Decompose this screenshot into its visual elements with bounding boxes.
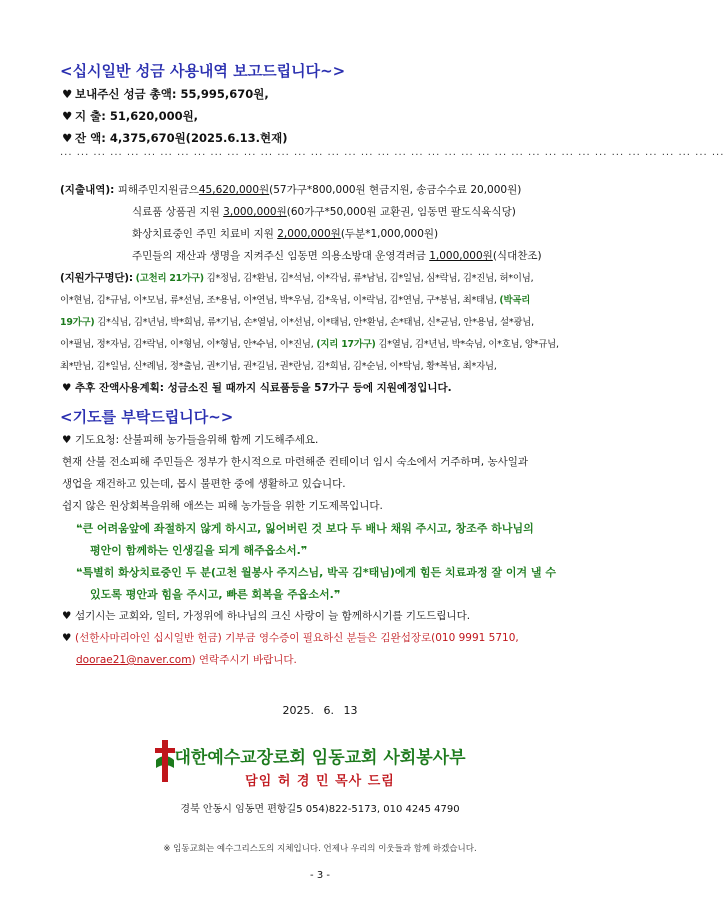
expense-line-4: 주민들의 재산과 생명을 지켜주신 임동면 의용소방대 운영격려금 1,000,000원(식대찬조) [132, 250, 542, 262]
remaining-plan: ♥ 추후 잔액사용계획: 성금소진 될 때까지 식료품등을 57가구 등에 지원예정입니다. [62, 382, 452, 394]
church-address: 경북 안동시 임동면 편항길5 054)822-5173, 010 4245 4790 [180, 804, 460, 815]
prayer-quote-1: ❝큰 어려움앞에 좌절하지 않게 하시고, 잃어버린 것 보다 두 배나 채워 주시고, 창조주 하나님의 [76, 522, 534, 535]
balance-line: ♥ 잔 액: 4,375,670원(2025.6.13.현재) [62, 131, 288, 145]
households-line-1: (지원가구명단): (고천리 21가구) 김*정님, 김*환님, 김*석님, 이*각님, 류*남님, 김*일님, 심*락님, 김*진님, 허*이님, [60, 272, 534, 284]
prayer-quote-2: ❝특별히 화상치료중인 두 분(고천 월봉사 주지스님, 박곡 김*태님)에게 힘든 치료과정 잘 이겨 낼 수 [76, 566, 557, 579]
prayer-title: <기도를 부탁드립니다~> [60, 408, 234, 426]
contact-email-link[interactable]: doorae21@naver.com [76, 654, 192, 666]
heart-icon: ♥ [62, 87, 73, 101]
households-line-2: 이*현님, 김*규님, 이*모님, 류*선님, 조*용님, 이*연님, 박*우님, 김*욱님, 이*락님, 김*연님, 구*봉님, 최*태님, (박곡리 [60, 295, 531, 306]
heart-icon: ♥ [62, 434, 72, 446]
prayer-paragraph-2: 생업을 재건하고 있는데, 몹시 불편한 중에 생활하고 있습니다. [62, 478, 346, 490]
church-name: 대한예수교장로회 임동교회 사회봉사부 [174, 748, 466, 768]
prayer-quote-1-cont: 평안이 함께하는 인생길을 되게 해주옵소서.❞ [90, 544, 308, 557]
spent-line: ♥ 지 출: 51,620,000원, [62, 109, 199, 123]
report-title: <십시일반 성금 사용내역 보고드립니다~> [60, 62, 346, 80]
pastor-signature: 담임 허 경 민 목사 드림 [245, 774, 395, 789]
households-line-4: 이*필님, 정*자님, 김*락님, 이*형님, 이*형님, 안*수님, 이*진님, (지리 17가구) 김*열님, 김*년님, 박*숙님, 이*호님, 양*규님, [60, 339, 559, 350]
expense-label: (지출내역): [60, 184, 115, 196]
total-line: ♥ 보내주신 성금 총액: 55,995,670원, [62, 87, 269, 101]
prayer-request: ♥ 기도요청: 산불피해 농가들을위해 함께 기도해주세요. [62, 434, 319, 446]
footer-notice: ※ 임동교회는 예수그리스도의 지체입니다. 언제나 우리의 이웃들과 함께 하겠습니다. [163, 844, 477, 854]
households-label: (지원가구명단): [60, 272, 133, 284]
expense-line-1: (지출내역): 피해주민지원금으45,620,000원(57가구*800,000원 현금지원, 송금수수료 20,000원) [60, 184, 522, 196]
expense-line-3: 화상치료중인 주민 치료비 지원 2,000,000원(두분*1,000,000원) [132, 228, 439, 240]
prayer-paragraph-1: 현재 산불 전소피해 주민들은 정부가 한시적으로 마련해준 컨테이너 임시 숙소에서 거주하며, 농사일과 [62, 456, 529, 468]
households-line-3: 19가구) 김*식님, 김*년님, 박*희님, 류*기님, 손*열님, 이*선님, 이*태님, 안*환님, 손*태님, 신*균님, 안*용님, 설*광님, [60, 317, 534, 328]
expense-line-2: 식료품 상품권 지원 3,000,000원(60가구*50,000원 교환권, 임동면 팔도식육식당) [132, 206, 516, 218]
heart-icon: ♥ [62, 610, 72, 622]
heart-icon: ♥ [62, 131, 73, 145]
contact-line-1: ♥ (선한사마리아인 십시일반 헌금) 기부금 영수증이 필요하신 분들은 김완섭장로(010 9991 5710, [62, 632, 519, 644]
contact-line-2: doorae21@naver.com) 연락주시기 바랍니다. [76, 654, 297, 666]
prayer-quote-2-cont: 있도록 평안과 힘을 주시고, 빠른 회복을 주옵소서.❞ [90, 588, 341, 601]
heart-icon: ♥ [62, 632, 72, 644]
heart-icon: ♥ [62, 382, 72, 394]
households-line-5: 최*만님, 김*일님, 신*례님, 정*출님, 권*기님, 권*길님, 권*란님, 김*희님, 김*순님, 이*탁님, 황*복님, 최*자님, [60, 361, 497, 372]
dotted-divider: ··· ··· ··· ··· ··· ··· ··· ··· ··· ··· ··· ··· ··· ··· ··· ··· ··· ··· ··· ··· ··· ··· ··· ··· ··· ··· ··· ··· ··· ··· ··· ··· ··· ··· ··· ··· ··· ··· ··· ··· [60, 150, 724, 161]
heart-icon: ♥ [62, 109, 73, 123]
page-number: - 3 - [310, 870, 330, 881]
prayer-paragraph-3: 쉽지 않은 원상회복을위해 애쓰는 피해 농가들을 위한 기도제목입니다. [62, 500, 383, 512]
document-date: 2025. 6. 13 [282, 704, 358, 717]
blessing-line: ♥ 섬기시는 교회와, 일터, 가정위에 하나님의 크신 사랑이 늘 함께하시기를 기도드립니다. [62, 610, 471, 622]
